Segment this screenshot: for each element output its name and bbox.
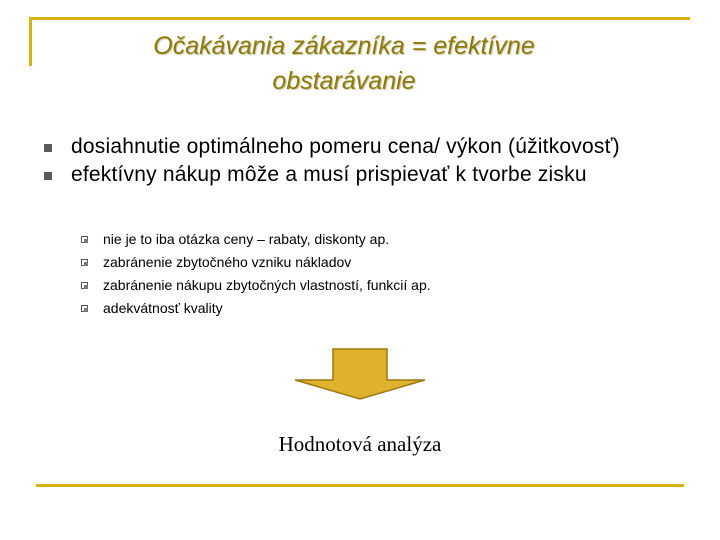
sub-bullet-text: zabránenie nákupu zbytočných vlastností, funkcií ap.: [103, 277, 431, 293]
sub-bullet-text: adekvátnosť kvality: [103, 300, 223, 316]
frame-bottom-line: [36, 484, 684, 487]
box-bullet-icon: [81, 305, 88, 312]
slide-title: [44, 29, 644, 99]
square-bullet-icon: [44, 144, 52, 152]
box-bullet-icon: [81, 259, 88, 266]
down-arrow-icon: [293, 348, 427, 400]
bullet-item: [44, 161, 684, 189]
title-line-1: Očakávania zákazníka = efektívne: [153, 32, 535, 60]
sub-bullet-item: [81, 228, 431, 251]
sub-bullet-item: [81, 274, 431, 297]
bullet-text: efektívny nákup môže a musí prispievať k tvorbe zisku: [71, 163, 587, 186]
sub-bullet-list: [81, 228, 431, 320]
bullet-text: dosiahnutie optimálneho pomeru cena/ výkon (úžitkovosť): [71, 135, 620, 158]
frame-left-line: [29, 17, 32, 66]
box-bullet-icon: [81, 282, 88, 289]
frame-top-line: [31, 17, 690, 20]
box-bullet-icon: [81, 236, 88, 243]
bullet-item: [44, 133, 684, 161]
sub-bullet-text: zabránenie zbytočného vzniku nákladov: [103, 254, 352, 270]
sub-bullet-item: [81, 251, 431, 274]
title-line-2: obstarávanie: [272, 67, 416, 95]
bullet-list: [44, 133, 684, 189]
square-bullet-icon: [44, 172, 52, 180]
result-label: Hodnotová analýza: [278, 432, 442, 456]
sub-bullet-text: nie je to iba otázka ceny – rabaty, diskonty ap.: [103, 231, 390, 247]
sub-bullet-item: [81, 297, 431, 320]
